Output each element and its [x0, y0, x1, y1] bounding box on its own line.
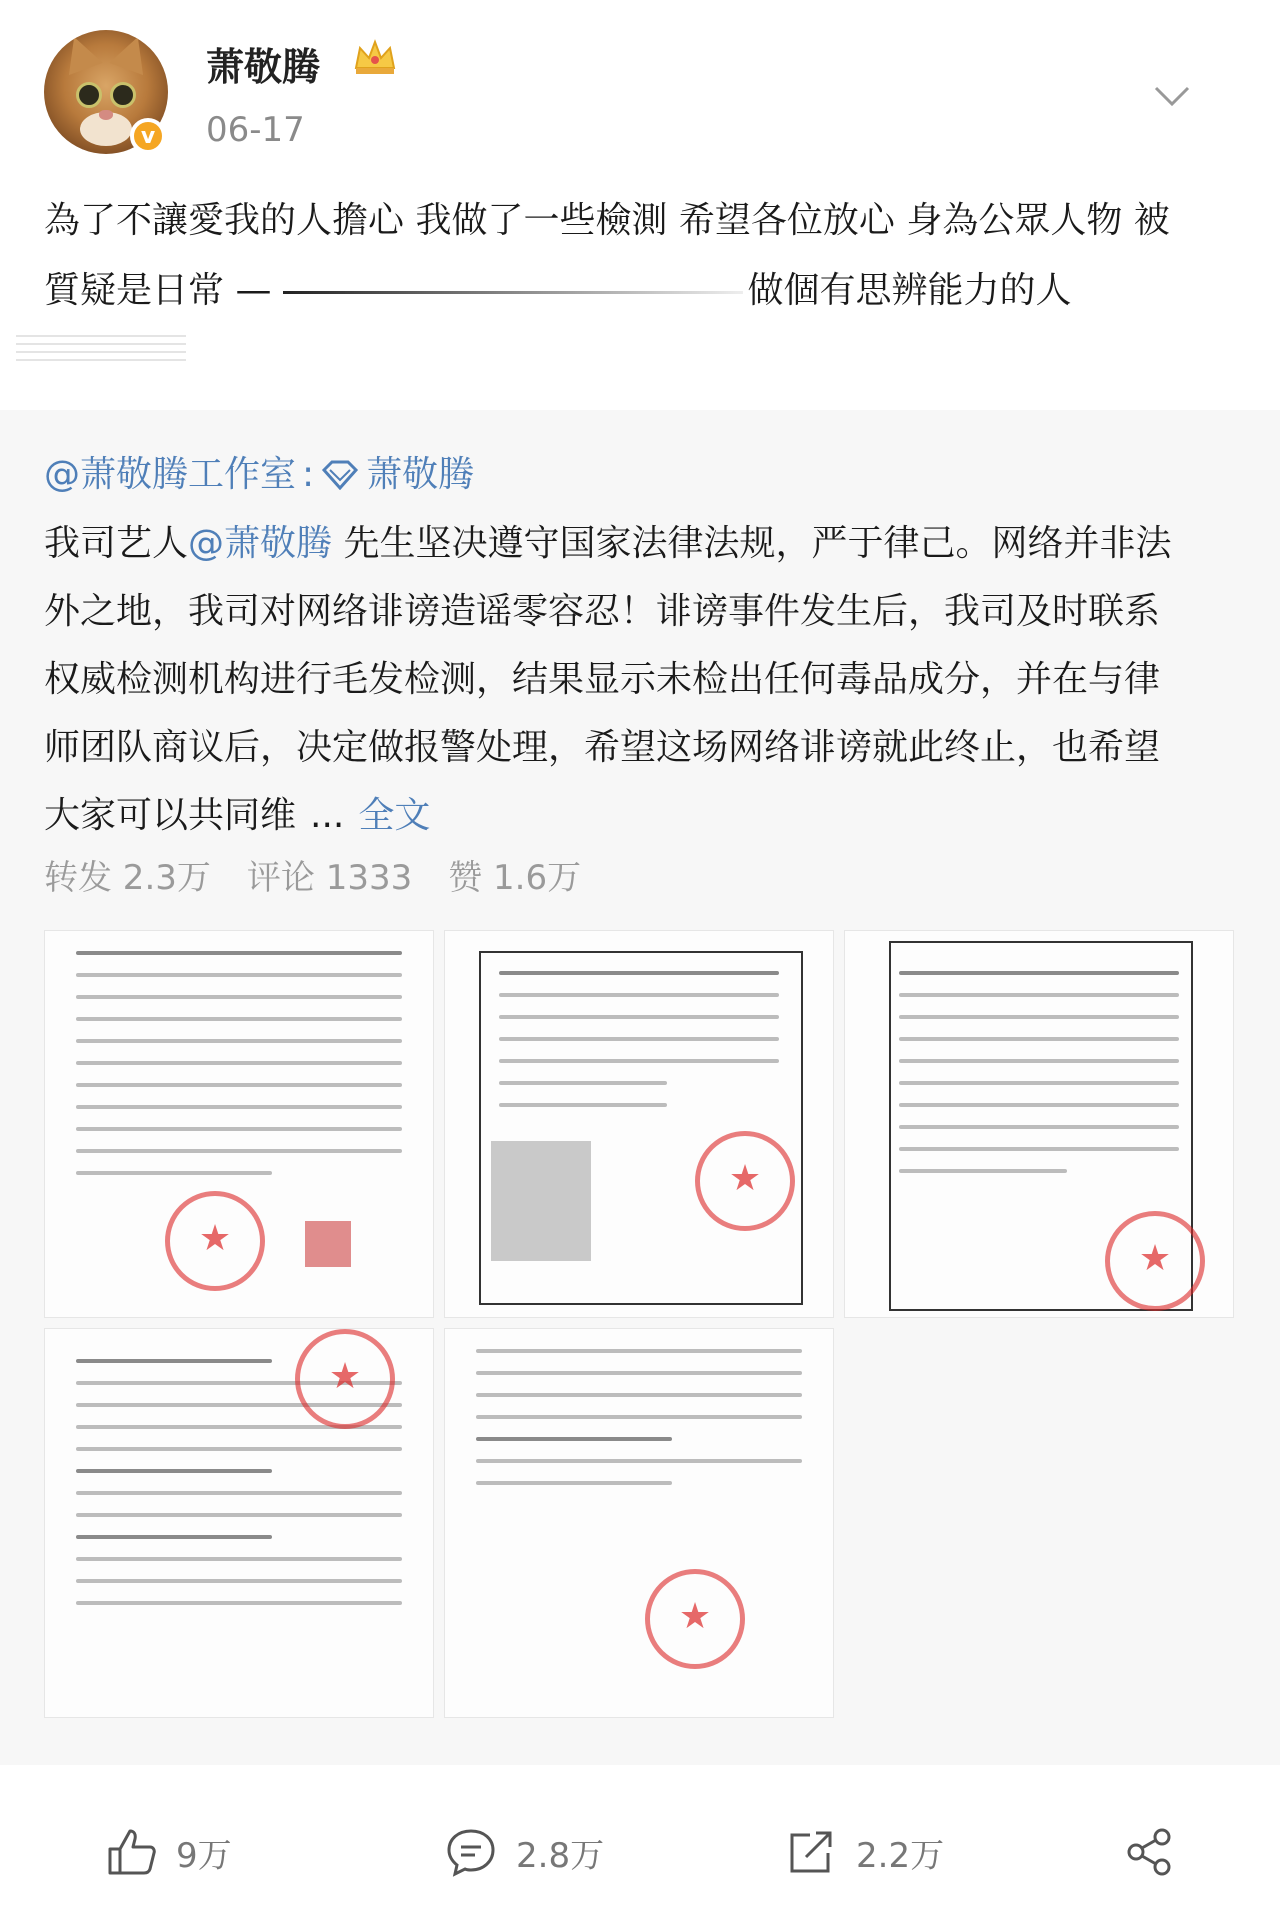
repost-stats — [44, 850, 617, 899]
repost-author-link[interactable]: @萧敬腾工作室 — [44, 454, 297, 495]
repost-action-count: 2.2万 — [856, 1835, 945, 1876]
repost-header — [44, 446, 474, 497]
repost-row-5 — [44, 782, 1244, 850]
comment-count[interactable]: 评论 1333 — [246, 858, 413, 898]
stamp — [645, 1569, 745, 1669]
stamp — [695, 1131, 795, 1231]
repost-row-1-b: 先生坚决遵守国家法律法规，严于律己。网络并非法 — [332, 523, 1172, 564]
repost-count[interactable]: 转发 2.3万 — [44, 858, 211, 898]
bottom-action-bar — [0, 1782, 1280, 1921]
post-date: 06-17 — [206, 110, 305, 150]
like-action-count: 9万 — [176, 1835, 232, 1876]
chevron-down-icon[interactable] — [1152, 84, 1192, 108]
ellipsis: ... — [310, 795, 345, 836]
image-thumbnail[interactable] — [444, 1328, 834, 1718]
verified-icon: v — [130, 118, 166, 154]
like-action[interactable] — [104, 1822, 232, 1882]
thumbs-up-icon — [104, 1825, 158, 1879]
comment-action[interactable] — [444, 1822, 604, 1882]
repost-row-2: 外之地，我司对网络诽谤造谣零容忍！诽谤事件发生后，我司及时联系 — [44, 591, 1161, 632]
comment-icon — [444, 1825, 498, 1879]
stamp — [295, 1329, 395, 1429]
post-text-line-2-start: 質疑是日常 — — [44, 270, 272, 311]
fade-strip — [16, 335, 186, 363]
comment-action-count: 2.8万 — [516, 1835, 605, 1876]
repost-row-1 — [44, 510, 1244, 578]
image-thumbnail[interactable] — [44, 1328, 434, 1718]
qr-code-redacted — [491, 1141, 591, 1261]
repost-row-1-a: 我司艺人 — [44, 523, 189, 564]
stamp — [165, 1191, 265, 1291]
image-thumbnail[interactable] — [844, 930, 1234, 1318]
mention-link[interactable]: @萧敬腾 — [188, 523, 333, 564]
repost-topic-link[interactable]: 萧敬腾 — [366, 454, 475, 495]
repost-card[interactable] — [0, 410, 1280, 1765]
seal — [305, 1221, 351, 1267]
full-text-link[interactable]: 全文 — [358, 795, 431, 836]
stamp — [1105, 1211, 1205, 1311]
diamond-icon — [320, 460, 360, 490]
repost-row-3: 权威检测机构进行毛发检测，结果显示未检出任何毒品成分，并在与律 — [44, 659, 1161, 700]
share-icon — [1122, 1825, 1176, 1879]
repost-body — [44, 510, 1244, 850]
repost-action[interactable] — [784, 1822, 944, 1882]
post-header — [0, 0, 1280, 170]
post-text-line-2 — [44, 262, 1071, 313]
like-count[interactable]: 赞 1.6万 — [448, 858, 582, 898]
post-text-line-1: 為了不讓愛我的人擔心 我做了一些檢測 希望各位放心 身為公眾人物 被 — [44, 200, 1170, 241]
post-text-line-2-end: 做個有思辨能力的人 — [747, 270, 1072, 311]
divider — [283, 291, 743, 294]
repost-icon — [784, 1825, 838, 1879]
repost-row-5-text: 大家可以共同维 — [44, 795, 297, 836]
username[interactable]: 萧敬腾 — [206, 45, 321, 89]
image-thumbnail[interactable] — [44, 930, 434, 1318]
crown-icon — [352, 38, 398, 78]
image-thumbnail[interactable] — [444, 930, 834, 1318]
repost-row-4: 师团队商议后，决定做报警处理，希望这场网络诽谤就此终止，也希望 — [44, 727, 1161, 768]
share-action[interactable] — [1122, 1822, 1194, 1882]
repost-colon: : — [302, 454, 315, 495]
